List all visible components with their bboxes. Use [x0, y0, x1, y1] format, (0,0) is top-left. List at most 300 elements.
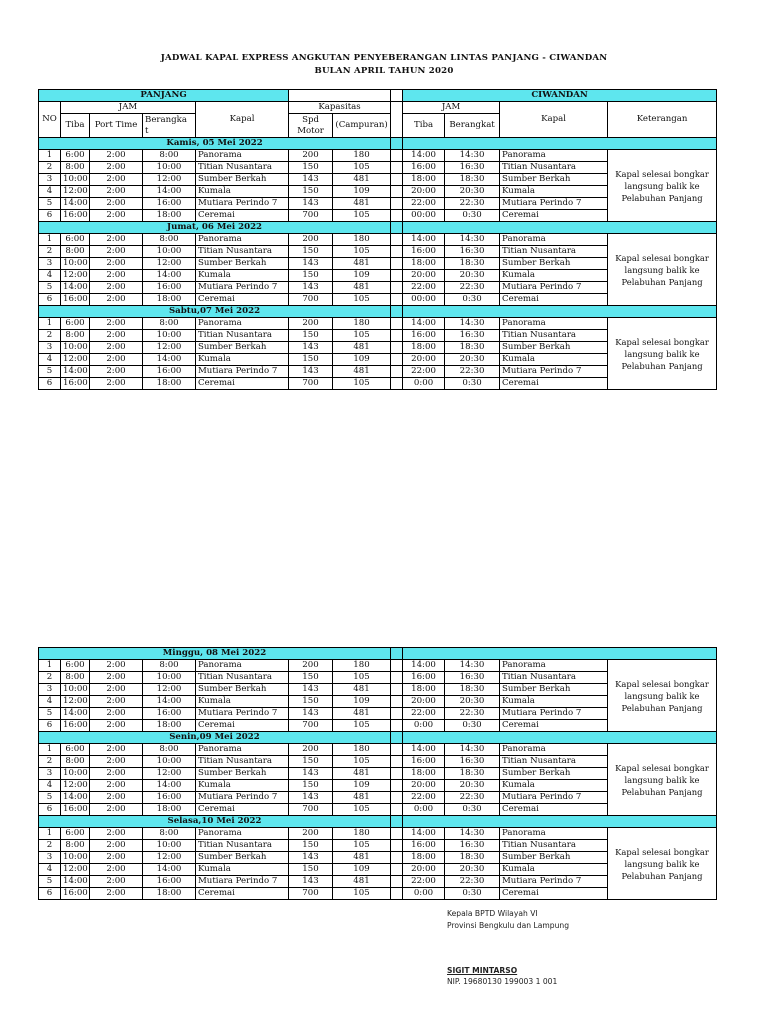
- keterangan-note: Kapal selesai bongkar langsung balik ke Pelabuhan Panjang: [608, 150, 717, 222]
- port-time: 2:00: [90, 234, 143, 246]
- departure-time-panjang: 16:00: [143, 792, 196, 804]
- ship-name-ciwandan: Sumber Berkah: [500, 684, 608, 696]
- header-berangkat-ciwandan: Berangkat: [445, 114, 500, 138]
- header-jam: JAM: [61, 102, 196, 114]
- ship-name-ciwandan: Ceremai: [500, 378, 608, 390]
- arrival-time-ciwandan: 0:00: [403, 378, 445, 390]
- departure-time-ciwandan: 16:30: [445, 756, 500, 768]
- departure-time-panjang: 18:00: [143, 210, 196, 222]
- departure-time-ciwandan: 0:30: [445, 378, 500, 390]
- ship-name-ciwandan: Kumala: [500, 780, 608, 792]
- row-no: 4: [39, 780, 61, 792]
- capacity-motor: 143: [289, 792, 333, 804]
- port-time: 2:00: [90, 744, 143, 756]
- departure-time-ciwandan: 18:30: [445, 768, 500, 780]
- capacity-mixed: 481: [333, 792, 391, 804]
- capacity-mixed: 105: [333, 210, 391, 222]
- arrival-time-ciwandan: 20:00: [403, 354, 445, 366]
- capacity-mixed: 109: [333, 696, 391, 708]
- departure-time-ciwandan: 20:30: [445, 780, 500, 792]
- port-time: 2:00: [90, 780, 143, 792]
- capacity-mixed: 481: [333, 708, 391, 720]
- departure-time-panjang: 10:00: [143, 330, 196, 342]
- separator-cell: [391, 804, 403, 816]
- ship-name-ciwandan: Ceremai: [500, 210, 608, 222]
- ship-name-panjang: Panorama: [196, 828, 289, 840]
- port-time: 2:00: [90, 768, 143, 780]
- capacity-mixed: 105: [333, 378, 391, 390]
- ship-name-panjang: Mutiara Perindo 7: [196, 792, 289, 804]
- departure-time-ciwandan: 20:30: [445, 186, 500, 198]
- ship-name-ciwandan: Sumber Berkah: [500, 258, 608, 270]
- departure-time-panjang: 16:00: [143, 708, 196, 720]
- ship-name-panjang: Panorama: [196, 744, 289, 756]
- arrival-time-panjang: 14:00: [61, 198, 90, 210]
- separator-cell: [391, 660, 403, 672]
- row-no: 1: [39, 234, 61, 246]
- capacity-motor: 150: [289, 756, 333, 768]
- departure-time-ciwandan: 18:30: [445, 258, 500, 270]
- departure-time-ciwandan: 22:30: [445, 282, 500, 294]
- separator-cell: [391, 186, 403, 198]
- ship-name-ciwandan: Mutiara Perindo 7: [500, 198, 608, 210]
- ship-name-ciwandan: Mutiara Perindo 7: [500, 792, 608, 804]
- capacity-mixed: 481: [333, 342, 391, 354]
- ship-name-ciwandan: Panorama: [500, 318, 608, 330]
- separator-cell: [391, 684, 403, 696]
- port-time: 2:00: [90, 840, 143, 852]
- separator-cell: [391, 90, 403, 102]
- signature-name: SIGIT MINTARSO: [447, 966, 518, 975]
- ship-name-ciwandan: Ceremai: [500, 720, 608, 732]
- ship-name-ciwandan: Titian Nusantara: [500, 246, 608, 258]
- arrival-time-ciwandan: 22:00: [403, 708, 445, 720]
- row-no: 5: [39, 708, 61, 720]
- separator-cell: [391, 840, 403, 852]
- arrival-time-ciwandan: 16:00: [403, 756, 445, 768]
- port-time: 2:00: [90, 828, 143, 840]
- departure-time-panjang: 10:00: [143, 162, 196, 174]
- arrival-time-ciwandan: 14:00: [403, 150, 445, 162]
- departure-time-panjang: 8:00: [143, 318, 196, 330]
- header-spd-motor: Spd Motor: [289, 114, 333, 138]
- header-kapasitas: Kapasitas: [289, 102, 391, 114]
- day-header-right: [403, 648, 717, 660]
- table-row: [39, 234, 717, 246]
- departure-time-ciwandan: 0:30: [445, 294, 500, 306]
- separator-cell: [391, 828, 403, 840]
- arrival-time-panjang: 6:00: [61, 234, 90, 246]
- row-no: 6: [39, 378, 61, 390]
- row-no: 2: [39, 162, 61, 174]
- header-keterangan: Keterangan: [608, 102, 717, 138]
- arrival-time-ciwandan: 16:00: [403, 246, 445, 258]
- ship-name-ciwandan: Panorama: [500, 828, 608, 840]
- capacity-motor: 143: [289, 708, 333, 720]
- capacity-motor: 150: [289, 270, 333, 282]
- row-no: 1: [39, 660, 61, 672]
- ship-name-ciwandan: Ceremai: [500, 888, 608, 900]
- arrival-time-panjang: 16:00: [61, 720, 90, 732]
- ship-name-ciwandan: Sumber Berkah: [500, 852, 608, 864]
- arrival-time-panjang: 6:00: [61, 150, 90, 162]
- capacity-motor: 143: [289, 258, 333, 270]
- ship-name-ciwandan: Panorama: [500, 150, 608, 162]
- ship-name-ciwandan: Sumber Berkah: [500, 174, 608, 186]
- departure-time-panjang: 10:00: [143, 840, 196, 852]
- separator-cell: [391, 648, 403, 660]
- departure-time-panjang: 14:00: [143, 354, 196, 366]
- arrival-time-ciwandan: 14:00: [403, 828, 445, 840]
- separator-cell: [391, 744, 403, 756]
- port-time: 2:00: [90, 696, 143, 708]
- header-port-time: Port Time: [90, 114, 143, 138]
- departure-time-ciwandan: 0:30: [445, 804, 500, 816]
- separator-cell: [391, 282, 403, 294]
- separator-cell: [391, 306, 403, 318]
- arrival-time-ciwandan: 00:00: [403, 210, 445, 222]
- arrival-time-panjang: 10:00: [61, 342, 90, 354]
- arrival-time-ciwandan: 00:00: [403, 294, 445, 306]
- capacity-motor: 150: [289, 840, 333, 852]
- departure-time-panjang: 18:00: [143, 888, 196, 900]
- separator-cell: [391, 198, 403, 210]
- port-time: 2:00: [90, 354, 143, 366]
- capacity-motor: 143: [289, 282, 333, 294]
- table-row: [39, 828, 717, 840]
- separator-cell: [391, 816, 403, 828]
- departure-time-panjang: 18:00: [143, 720, 196, 732]
- departure-time-panjang: 12:00: [143, 258, 196, 270]
- departure-time-ciwandan: 20:30: [445, 354, 500, 366]
- keterangan-note: Kapal selesai bongkar langsung balik ke Pelabuhan Panjang: [608, 318, 717, 390]
- departure-time-panjang: 12:00: [143, 768, 196, 780]
- arrival-time-ciwandan: 18:00: [403, 852, 445, 864]
- separator-cell: [391, 756, 403, 768]
- departure-time-ciwandan: 22:30: [445, 708, 500, 720]
- capacity-motor: 700: [289, 210, 333, 222]
- capacity-motor: 200: [289, 660, 333, 672]
- ship-name-panjang: Panorama: [196, 318, 289, 330]
- departure-time-ciwandan: 16:30: [445, 162, 500, 174]
- document-subtitle: BULAN APRIL TAHUN 2020: [314, 66, 454, 76]
- capacity-motor: 143: [289, 876, 333, 888]
- ship-name-panjang: Kumala: [196, 186, 289, 198]
- capacity-motor: 150: [289, 330, 333, 342]
- departure-time-ciwandan: 14:30: [445, 660, 500, 672]
- departure-time-panjang: 12:00: [143, 852, 196, 864]
- ship-name-ciwandan: Kumala: [500, 864, 608, 876]
- ship-name-panjang: Kumala: [196, 696, 289, 708]
- capacity-motor: 200: [289, 150, 333, 162]
- header-kapal: Kapal: [196, 102, 289, 138]
- row-no: 5: [39, 792, 61, 804]
- arrival-time-panjang: 16:00: [61, 378, 90, 390]
- arrival-time-ciwandan: 0:00: [403, 888, 445, 900]
- header-panjang: PANJANG: [39, 90, 289, 102]
- capacity-motor: 150: [289, 162, 333, 174]
- departure-time-ciwandan: 18:30: [445, 342, 500, 354]
- separator-cell: [391, 354, 403, 366]
- departure-time-panjang: 18:00: [143, 378, 196, 390]
- capacity-mixed: 481: [333, 174, 391, 186]
- signature-nip: NIP. 19680130 199003 1 001: [447, 977, 558, 986]
- arrival-time-ciwandan: 16:00: [403, 840, 445, 852]
- arrival-time-ciwandan: 14:00: [403, 744, 445, 756]
- row-no: 1: [39, 318, 61, 330]
- row-no: 6: [39, 888, 61, 900]
- departure-time-panjang: 14:00: [143, 780, 196, 792]
- arrival-time-panjang: 14:00: [61, 792, 90, 804]
- ship-name-ciwandan: Ceremai: [500, 294, 608, 306]
- capacity-motor: 143: [289, 198, 333, 210]
- ship-name-panjang: Ceremai: [196, 720, 289, 732]
- capacity-mixed: 105: [333, 888, 391, 900]
- departure-time-ciwandan: 16:30: [445, 672, 500, 684]
- capacity-mixed: 481: [333, 258, 391, 270]
- row-no: 5: [39, 876, 61, 888]
- separator-cell: [391, 138, 403, 150]
- ship-name-panjang: Mutiara Perindo 7: [196, 876, 289, 888]
- day-header-right: [403, 816, 717, 828]
- arrival-time-ciwandan: 22:00: [403, 282, 445, 294]
- arrival-time-ciwandan: 20:00: [403, 696, 445, 708]
- capacity-mixed: 180: [333, 234, 391, 246]
- ship-name-ciwandan: Mutiara Perindo 7: [500, 708, 608, 720]
- day-header-row: [39, 306, 717, 318]
- departure-time-panjang: 8:00: [143, 660, 196, 672]
- capacity-motor: 150: [289, 246, 333, 258]
- port-time: 2:00: [90, 792, 143, 804]
- arrival-time-ciwandan: 16:00: [403, 162, 445, 174]
- row-no: 4: [39, 354, 61, 366]
- separator-cell: [391, 792, 403, 804]
- arrival-time-panjang: 10:00: [61, 684, 90, 696]
- keterangan-note: Kapal selesai bongkar langsung balik ke Pelabuhan Panjang: [608, 660, 717, 732]
- row-no: 3: [39, 684, 61, 696]
- separator-cell: [391, 330, 403, 342]
- row-no: 2: [39, 756, 61, 768]
- arrival-time-panjang: 14:00: [61, 708, 90, 720]
- port-time: 2:00: [90, 378, 143, 390]
- ship-name-panjang: Kumala: [196, 864, 289, 876]
- departure-time-ciwandan: 14:30: [445, 234, 500, 246]
- capacity-mixed: 109: [333, 270, 391, 282]
- separator-cell: [391, 366, 403, 378]
- arrival-time-ciwandan: 18:00: [403, 258, 445, 270]
- departure-time-ciwandan: 0:30: [445, 720, 500, 732]
- ship-name-panjang: Sumber Berkah: [196, 342, 289, 354]
- arrival-time-panjang: 8:00: [61, 756, 90, 768]
- day-label: Sabtu,07 Mei 2022: [39, 306, 391, 318]
- departure-time-ciwandan: 14:30: [445, 318, 500, 330]
- row-no: 6: [39, 720, 61, 732]
- header-tiba: Tiba: [61, 114, 90, 138]
- capacity-mixed: 109: [333, 354, 391, 366]
- ship-name-panjang: Ceremai: [196, 378, 289, 390]
- departure-time-ciwandan: 22:30: [445, 876, 500, 888]
- port-time: 2:00: [90, 660, 143, 672]
- arrival-time-panjang: 16:00: [61, 888, 90, 900]
- separator-cell: [391, 852, 403, 864]
- arrival-time-panjang: 12:00: [61, 780, 90, 792]
- header-blank: [289, 90, 391, 102]
- day-header-right: [403, 732, 717, 744]
- departure-time-panjang: 12:00: [143, 174, 196, 186]
- arrival-time-ciwandan: 14:00: [403, 318, 445, 330]
- departure-time-panjang: 8:00: [143, 234, 196, 246]
- arrival-time-ciwandan: 22:00: [403, 366, 445, 378]
- port-time: 2:00: [90, 330, 143, 342]
- ship-name-ciwandan: Titian Nusantara: [500, 672, 608, 684]
- arrival-time-panjang: 16:00: [61, 804, 90, 816]
- capacity-mixed: 481: [333, 198, 391, 210]
- header-ciwandan: CIWANDAN: [403, 90, 717, 102]
- row-no: 6: [39, 210, 61, 222]
- capacity-mixed: 105: [333, 840, 391, 852]
- departure-time-ciwandan: 16:30: [445, 246, 500, 258]
- capacity-mixed: 109: [333, 186, 391, 198]
- capacity-motor: 700: [289, 720, 333, 732]
- arrival-time-panjang: 12:00: [61, 696, 90, 708]
- departure-time-ciwandan: 0:30: [445, 210, 500, 222]
- arrival-time-panjang: 6:00: [61, 828, 90, 840]
- separator-cell: [391, 672, 403, 684]
- capacity-mixed: 105: [333, 246, 391, 258]
- arrival-time-panjang: 12:00: [61, 864, 90, 876]
- day-label: Kamis, 05 Mei 2022: [39, 138, 391, 150]
- port-time: 2:00: [90, 852, 143, 864]
- arrival-time-panjang: 8:00: [61, 672, 90, 684]
- arrival-time-ciwandan: 20:00: [403, 270, 445, 282]
- departure-time-panjang: 8:00: [143, 150, 196, 162]
- departure-time-ciwandan: 16:30: [445, 840, 500, 852]
- arrival-time-panjang: 14:00: [61, 282, 90, 294]
- arrival-time-ciwandan: 0:00: [403, 804, 445, 816]
- row-no: 3: [39, 852, 61, 864]
- port-time: 2:00: [90, 258, 143, 270]
- departure-time-panjang: 14:00: [143, 270, 196, 282]
- row-no: 1: [39, 150, 61, 162]
- separator-cell: [391, 708, 403, 720]
- table-row: [39, 318, 717, 330]
- port-time: 2:00: [90, 876, 143, 888]
- row-no: 3: [39, 258, 61, 270]
- capacity-mixed: 105: [333, 672, 391, 684]
- day-header-row: [39, 816, 717, 828]
- departure-time-ciwandan: 20:30: [445, 864, 500, 876]
- row-no: 3: [39, 768, 61, 780]
- day-label: Jumat, 06 Mei 2022: [39, 222, 391, 234]
- departure-time-panjang: 16:00: [143, 198, 196, 210]
- port-time: 2:00: [90, 198, 143, 210]
- ship-name-panjang: Mutiara Perindo 7: [196, 366, 289, 378]
- arrival-time-panjang: 8:00: [61, 330, 90, 342]
- day-header-right: [403, 306, 717, 318]
- arrival-time-panjang: 8:00: [61, 840, 90, 852]
- ship-name-panjang: Titian Nusantara: [196, 756, 289, 768]
- departure-time-ciwandan: 22:30: [445, 366, 500, 378]
- ship-name-panjang: Kumala: [196, 270, 289, 282]
- row-no: 5: [39, 366, 61, 378]
- ship-name-ciwandan: Mutiara Perindo 7: [500, 366, 608, 378]
- departure-time-ciwandan: 18:30: [445, 174, 500, 186]
- ship-name-panjang: Sumber Berkah: [196, 174, 289, 186]
- arrival-time-ciwandan: 20:00: [403, 864, 445, 876]
- day-header-row: [39, 732, 717, 744]
- port-time: 2:00: [90, 294, 143, 306]
- separator-cell: [391, 318, 403, 330]
- arrival-time-panjang: 8:00: [61, 162, 90, 174]
- ship-name-panjang: Sumber Berkah: [196, 768, 289, 780]
- ship-name-panjang: Ceremai: [196, 804, 289, 816]
- port-time: 2:00: [90, 756, 143, 768]
- ship-name-ciwandan: Kumala: [500, 186, 608, 198]
- port-time: 2:00: [90, 804, 143, 816]
- row-no: 3: [39, 174, 61, 186]
- separator-cell: [391, 864, 403, 876]
- port-time: 2:00: [90, 888, 143, 900]
- arrival-time-ciwandan: 18:00: [403, 174, 445, 186]
- ship-name-ciwandan: Kumala: [500, 354, 608, 366]
- row-no: 4: [39, 270, 61, 282]
- header-no: NO: [39, 102, 61, 138]
- port-time: 2:00: [90, 270, 143, 282]
- separator-cell: [391, 768, 403, 780]
- ship-name-ciwandan: Kumala: [500, 270, 608, 282]
- day-header-row: [39, 138, 717, 150]
- departure-time-panjang: 16:00: [143, 282, 196, 294]
- separator-cell: [391, 696, 403, 708]
- ship-name-ciwandan: Titian Nusantara: [500, 756, 608, 768]
- separator-cell: [391, 234, 403, 246]
- departure-time-ciwandan: 20:30: [445, 696, 500, 708]
- capacity-motor: 143: [289, 684, 333, 696]
- ship-name-panjang: Ceremai: [196, 294, 289, 306]
- port-time: 2:00: [90, 684, 143, 696]
- day-label: Senin,09 Mei 2022: [39, 732, 391, 744]
- keterangan-note: Kapal selesai bongkar langsung balik ke Pelabuhan Panjang: [608, 234, 717, 306]
- arrival-time-ciwandan: 14:00: [403, 234, 445, 246]
- capacity-motor: 150: [289, 780, 333, 792]
- table-row: [39, 150, 717, 162]
- header-berangkat: Berangka t: [143, 114, 196, 138]
- ship-name-ciwandan: Panorama: [500, 234, 608, 246]
- capacity-mixed: 180: [333, 318, 391, 330]
- arrival-time-panjang: 6:00: [61, 744, 90, 756]
- schedule-table-page1: [38, 89, 717, 390]
- departure-time-panjang: 14:00: [143, 864, 196, 876]
- signature-title: Kepala BPTD Wilayah VI: [447, 909, 538, 918]
- capacity-motor: 200: [289, 234, 333, 246]
- arrival-time-panjang: 16:00: [61, 210, 90, 222]
- ship-name-panjang: Titian Nusantara: [196, 162, 289, 174]
- separator-cell: [391, 888, 403, 900]
- capacity-mixed: 105: [333, 330, 391, 342]
- capacity-mixed: 105: [333, 720, 391, 732]
- header-campuran: (Campuran): [333, 114, 391, 138]
- capacity-motor: 150: [289, 696, 333, 708]
- port-time: 2:00: [90, 864, 143, 876]
- row-no: 3: [39, 342, 61, 354]
- ship-name-panjang: Titian Nusantara: [196, 840, 289, 852]
- port-time: 2:00: [90, 186, 143, 198]
- departure-time-ciwandan: 18:30: [445, 684, 500, 696]
- arrival-time-ciwandan: 18:00: [403, 684, 445, 696]
- ship-name-ciwandan: Titian Nusantara: [500, 840, 608, 852]
- separator-cell: [391, 162, 403, 174]
- arrival-time-panjang: 10:00: [61, 768, 90, 780]
